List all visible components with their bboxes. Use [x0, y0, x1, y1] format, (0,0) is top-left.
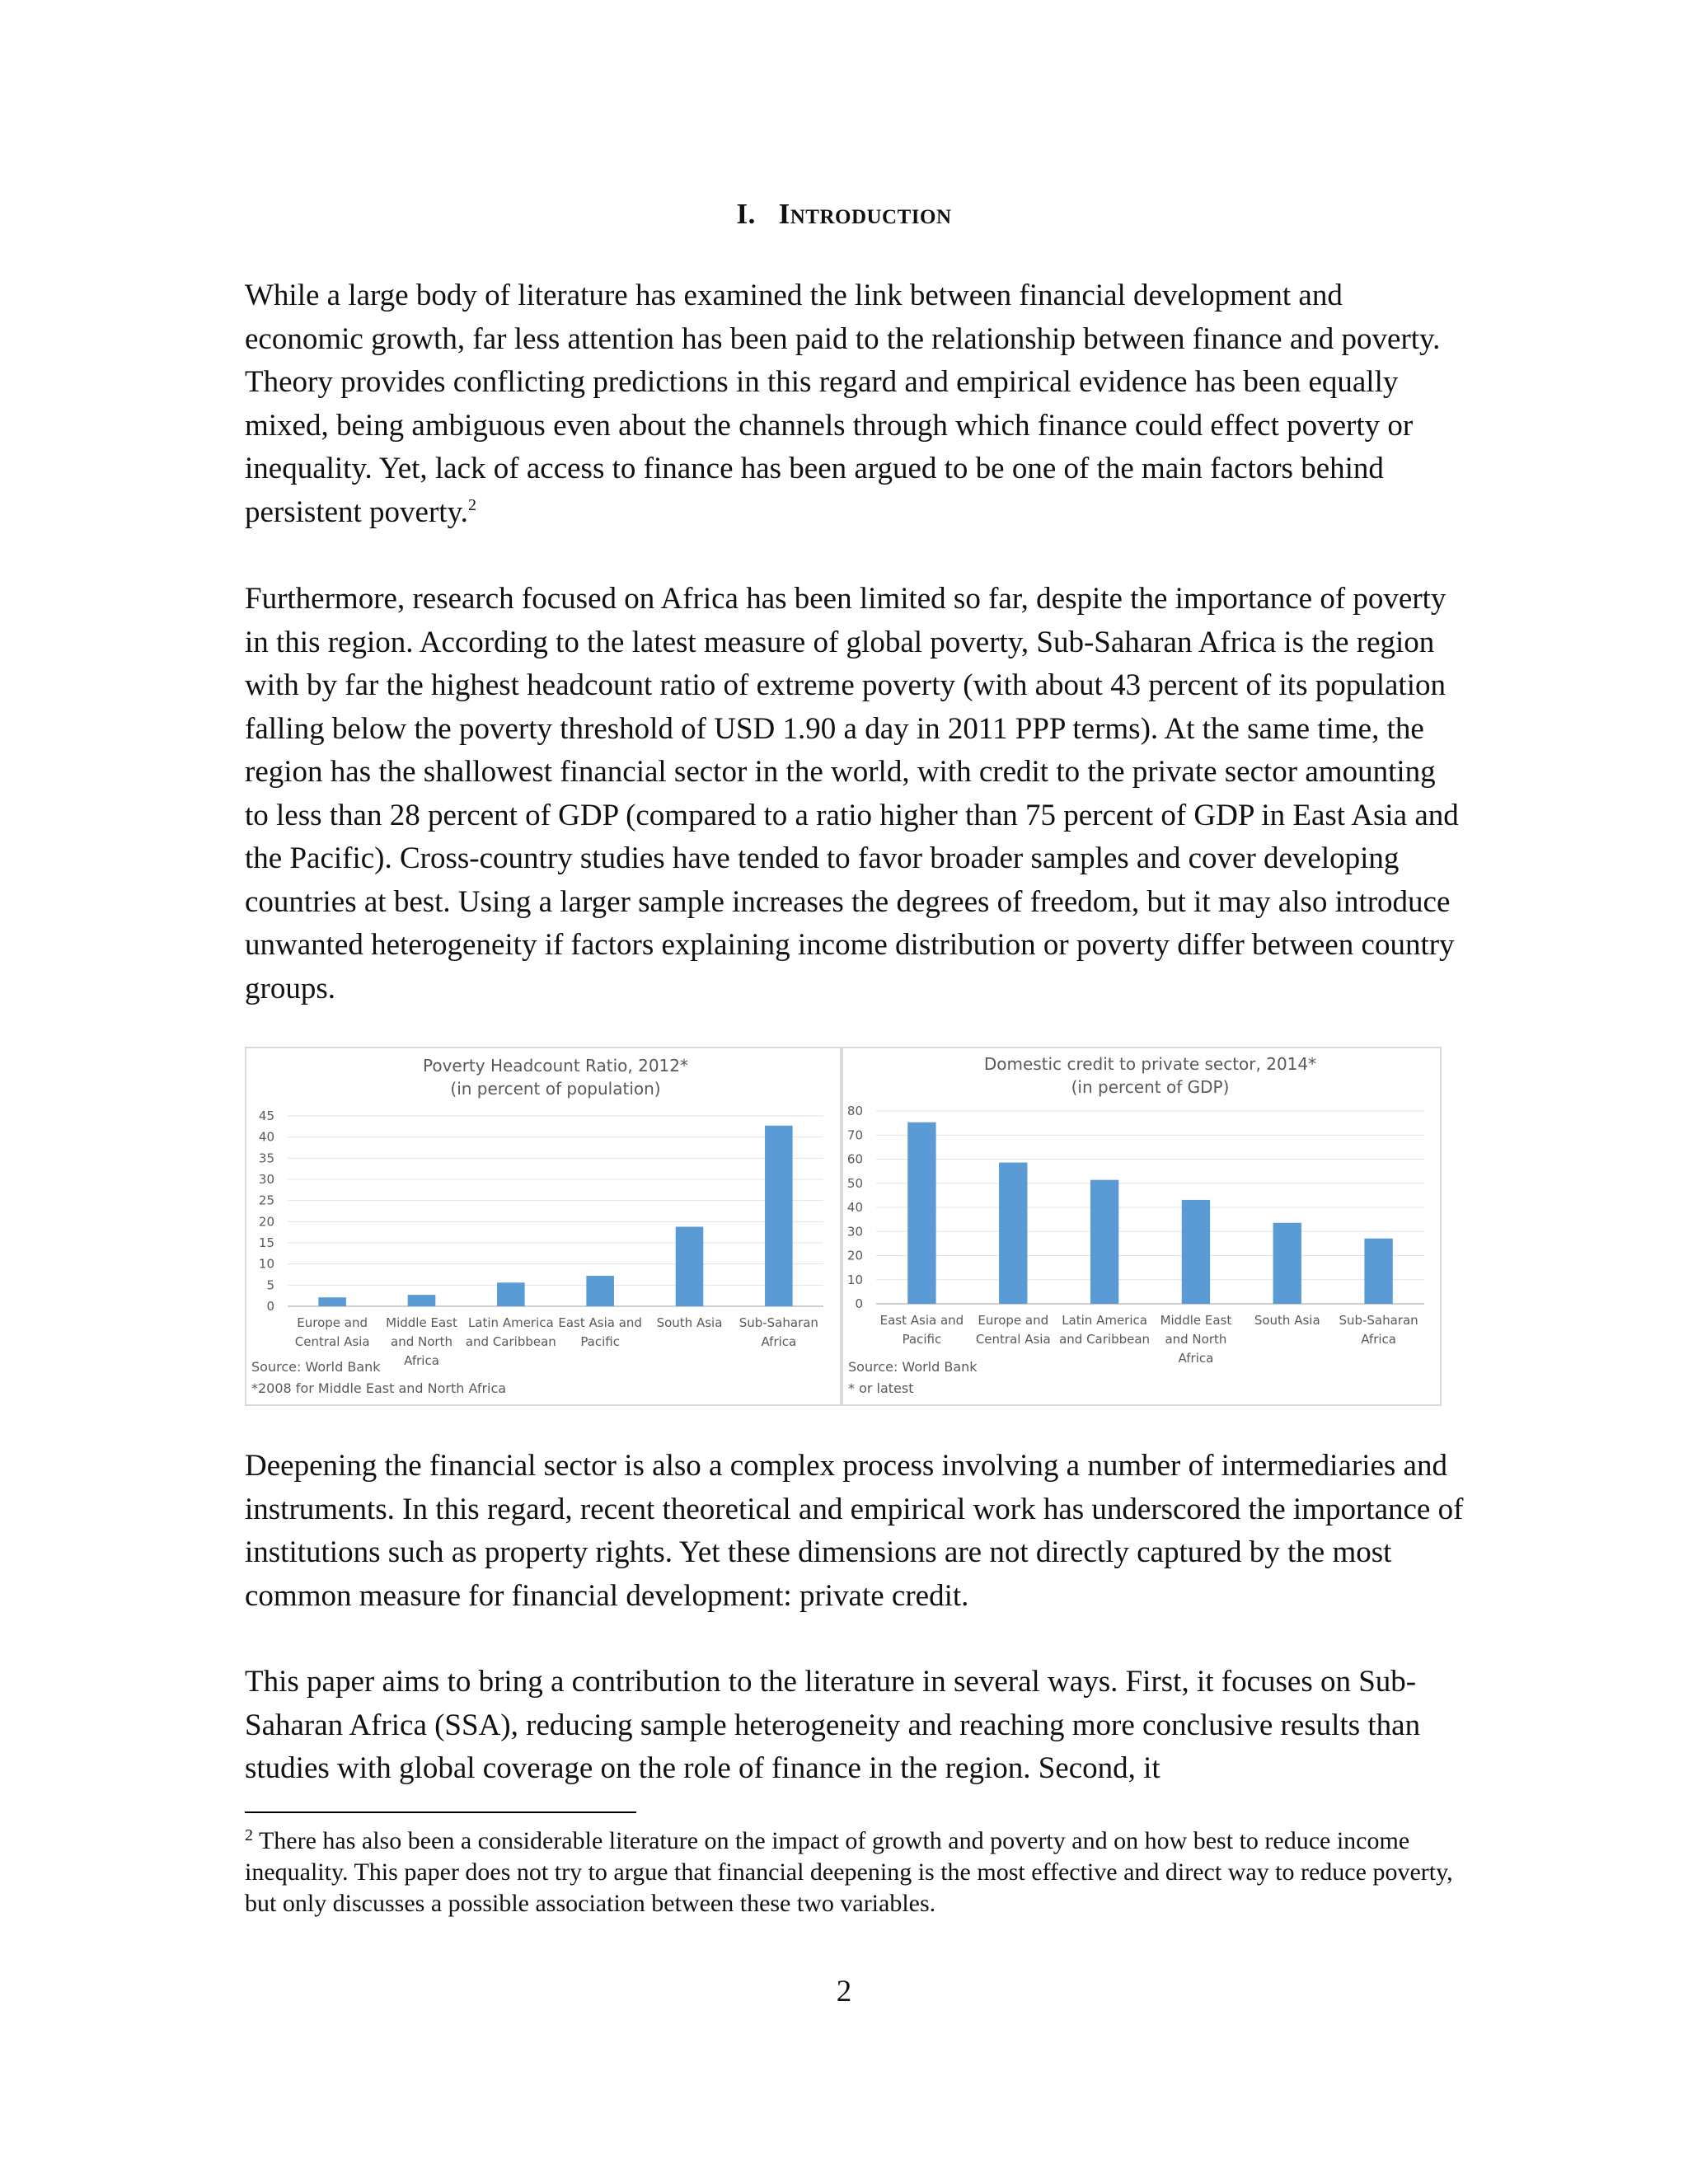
x-tick-label: Europe and	[297, 1315, 368, 1330]
x-tick-label: Pacific	[580, 1334, 621, 1349]
x-tick-label: and North	[391, 1334, 452, 1349]
x-tick-label: Europe and	[978, 1313, 1049, 1328]
x-tick-label: South Asia	[1254, 1313, 1320, 1328]
x-tick-label: Pacific	[902, 1332, 942, 1347]
section-heading	[0, 198, 1688, 231]
credit-chart	[842, 1047, 1442, 1406]
chart-note: *2008 for Middle East and North Africa	[251, 1380, 507, 1396]
chart-title: Poverty Headcount Ratio, 2012*	[422, 1056, 689, 1076]
y-tick-label: 45	[258, 1108, 274, 1123]
bar	[1182, 1200, 1210, 1304]
paragraph-3	[245, 1445, 1465, 1618]
chart-subtitle: (in percent of GDP)	[1071, 1077, 1230, 1097]
bar	[408, 1295, 436, 1306]
y-tick-label: 35	[258, 1151, 274, 1166]
footnote-text: There has also been a considerable literature on the impact of growth and poverty and on how best to reduce income inequality. This paper does not try to argue that financial deepening is the most effective and direct way to reduce poverty, but only discusses a possible association between these two variables.	[245, 1827, 1453, 1917]
bar	[318, 1297, 346, 1306]
bar	[1273, 1223, 1301, 1304]
y-tick-label: 40	[258, 1129, 274, 1145]
x-tick-label: Africa	[1178, 1351, 1214, 1366]
paragraph-1	[245, 274, 1465, 534]
poverty-chart-svg	[246, 1048, 840, 1404]
x-tick-label: South Asia	[656, 1315, 723, 1330]
footnote	[245, 1825, 1481, 1919]
paragraph-2	[245, 578, 1465, 1010]
bar	[676, 1226, 704, 1306]
x-tick-label: and Caribbean	[465, 1334, 556, 1349]
paragraph-3-text: Deepening the financial sector is also a complex process involving a number of intermediaries and instruments. In this regard, recent theoretical and empirical work has underscored the importance of institutions such as property rights. Yet these dimensions are not directly captured by the most common measure for financial development: private credit.	[245, 1449, 1464, 1613]
x-tick-label: and Caribbean	[1059, 1332, 1151, 1347]
chart-note: Source: World Bank	[251, 1359, 381, 1375]
y-tick-label: 80	[846, 1104, 863, 1118]
y-tick-label: 10	[846, 1272, 863, 1287]
chart-note: * or latest	[848, 1380, 914, 1396]
chart-title: Domestic credit to private sector, 2014*	[983, 1054, 1317, 1074]
x-tick-label: Latin America	[1062, 1313, 1147, 1328]
x-tick-label: Central Asia	[975, 1332, 1051, 1347]
chart-subtitle: (in percent of population)	[450, 1079, 661, 1099]
x-tick-label: and North	[1165, 1332, 1227, 1347]
x-tick-label: East Asia and	[879, 1313, 964, 1328]
y-tick-label: 0	[855, 1296, 863, 1311]
y-tick-label: 10	[258, 1256, 274, 1272]
y-tick-label: 0	[266, 1299, 274, 1314]
x-tick-label: Sub-Saharan	[738, 1315, 818, 1330]
x-tick-label: Middle East	[386, 1315, 457, 1330]
x-tick-label: East Asia and	[558, 1315, 642, 1330]
x-tick-label: Sub-Saharan	[1339, 1313, 1418, 1328]
paragraph-2-text: Furthermore, research focused on Africa has been limited so far, despite the importance of poverty in this region. According to the latest measure of global poverty, Sub-Saharan Africa is the region with by far the highest headcount ratio of extreme poverty (with about 43 percent of its population falling below the poverty threshold of USD 1.90 a day in 2011 PPP terms). At the same time, the region has the shallowest financial sector in the world, with credit to the private sector amounting to less than 28 percent of GDP (compared to a ratio higher than 75 percent of GDP in East Asia and the Pacific). Cross-country studies have tended to favor broader samples and cover developing countries at best. Using a larger sample increases the degrees of freedom, but it may also introduce unwanted heterogeneity if factors explaining income distribution or poverty differ between country groups.	[245, 582, 1459, 1005]
y-tick-label: 20	[258, 1214, 274, 1230]
credit-chart-svg	[843, 1048, 1440, 1404]
y-tick-label: 70	[846, 1127, 863, 1143]
footnote-divider	[245, 1811, 636, 1813]
section-number: I.	[736, 198, 756, 230]
x-tick-label: Latin America	[467, 1315, 554, 1330]
x-tick-label: Africa	[404, 1353, 439, 1368]
y-tick-label: 5	[266, 1277, 274, 1293]
y-tick-label: 30	[258, 1172, 274, 1187]
footnote-reference[interactable]: 2	[467, 495, 476, 514]
page-number: 2	[836, 1975, 852, 2008]
section-title: Introduction	[778, 198, 952, 230]
poverty-chart	[245, 1047, 842, 1406]
y-tick-label: 15	[258, 1235, 274, 1250]
bar	[1364, 1239, 1392, 1304]
bar	[907, 1122, 935, 1304]
chart-note: Source: World Bank	[848, 1359, 978, 1375]
y-tick-label: 20	[846, 1248, 863, 1263]
paragraph-4	[245, 1661, 1465, 1791]
bar	[999, 1163, 1027, 1304]
bar	[586, 1276, 614, 1306]
x-tick-label: Central Asia	[294, 1334, 370, 1349]
paragraph-1-text: While a large body of literature has examined the link between financial development and economic growth, far less attention has been paid to the relationship between finance and poverty. Theory provides conflicting predictions in this regard and empirical evidence has been equally mixed, being ambiguous even about the channels through which finance could effect poverty or inequality. Yet, lack of access to finance has been argued to be one of the main factors behind persistent poverty.	[245, 279, 1441, 529]
paragraph-4-text: This paper aims to bring a contribution to the literature in several ways. First, it focuses on Sub-Saharan Africa (SSA), reducing sample heterogeneity and reaching more conclusive results than studies with global coverage on the role of finance in the region. Second, it	[245, 1665, 1421, 1785]
bar	[765, 1126, 793, 1306]
y-tick-label: 30	[846, 1224, 863, 1240]
y-tick-label: 60	[846, 1151, 863, 1167]
x-tick-label: Africa	[1361, 1332, 1396, 1347]
footnote-number: 2	[245, 1826, 253, 1844]
bar	[497, 1282, 525, 1306]
bar	[1090, 1180, 1118, 1304]
y-tick-label: 25	[258, 1193, 274, 1208]
x-tick-label: Africa	[761, 1334, 797, 1349]
y-tick-label: 40	[846, 1200, 863, 1215]
y-tick-label: 50	[846, 1175, 863, 1191]
x-tick-label: Middle East	[1160, 1313, 1232, 1328]
